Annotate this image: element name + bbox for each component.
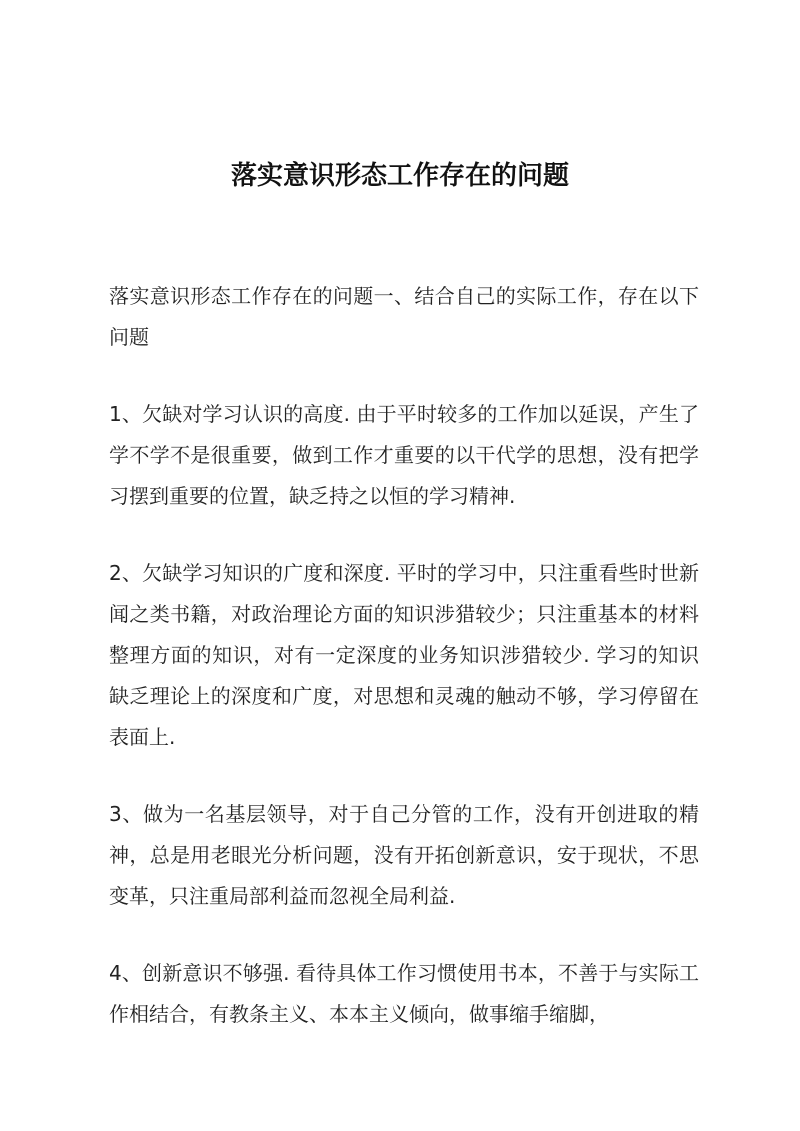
paragraph-intro: 落实意识形态工作存在的问题一、结合自己的实际工作，存在以下问题 [109, 284, 699, 349]
paragraph-item-3: 3、做为一名基层领导，对于自己分管的工作，没有开创进取的精神，总是用老眼光分析问题，没有开拓创新意识，安于现状，不思变革，只注重局部利益而忽视全局利益. [109, 802, 699, 908]
paragraph-item-1: 1、欠缺对学习认识的高度. 由于平时较多的工作加以延误，产生了学不学不是很重要，做到工作才重要的以干代学的思想，没有把学习摆到重要的位置，缺乏持之以恒的学习精神. [109, 402, 699, 508]
paragraph-item-4: 4、创新意识不够强. 看待具体工作习惯使用书本，不善于与实际工作相结合，有教条主义、本本主义倾向，做事缩手缩脚， [109, 961, 699, 1026]
paragraph-item-2: 2、欠缺学习知识的广度和深度. 平时的学习中，只注重看些时世新闻之类书籍，对政治理论方面的知识涉猎较少；只注重基本的材料整理方面的知识，对有一定深度的业务知识涉猎较少. 学习的知识缺乏理论上的深度和广度，对思想和灵魂的触动不够，学习停留在表面上. [109, 561, 699, 749]
document-title: 落实意识形态工作存在的问题 [230, 161, 569, 191]
document-body [109, 276, 699, 1071]
